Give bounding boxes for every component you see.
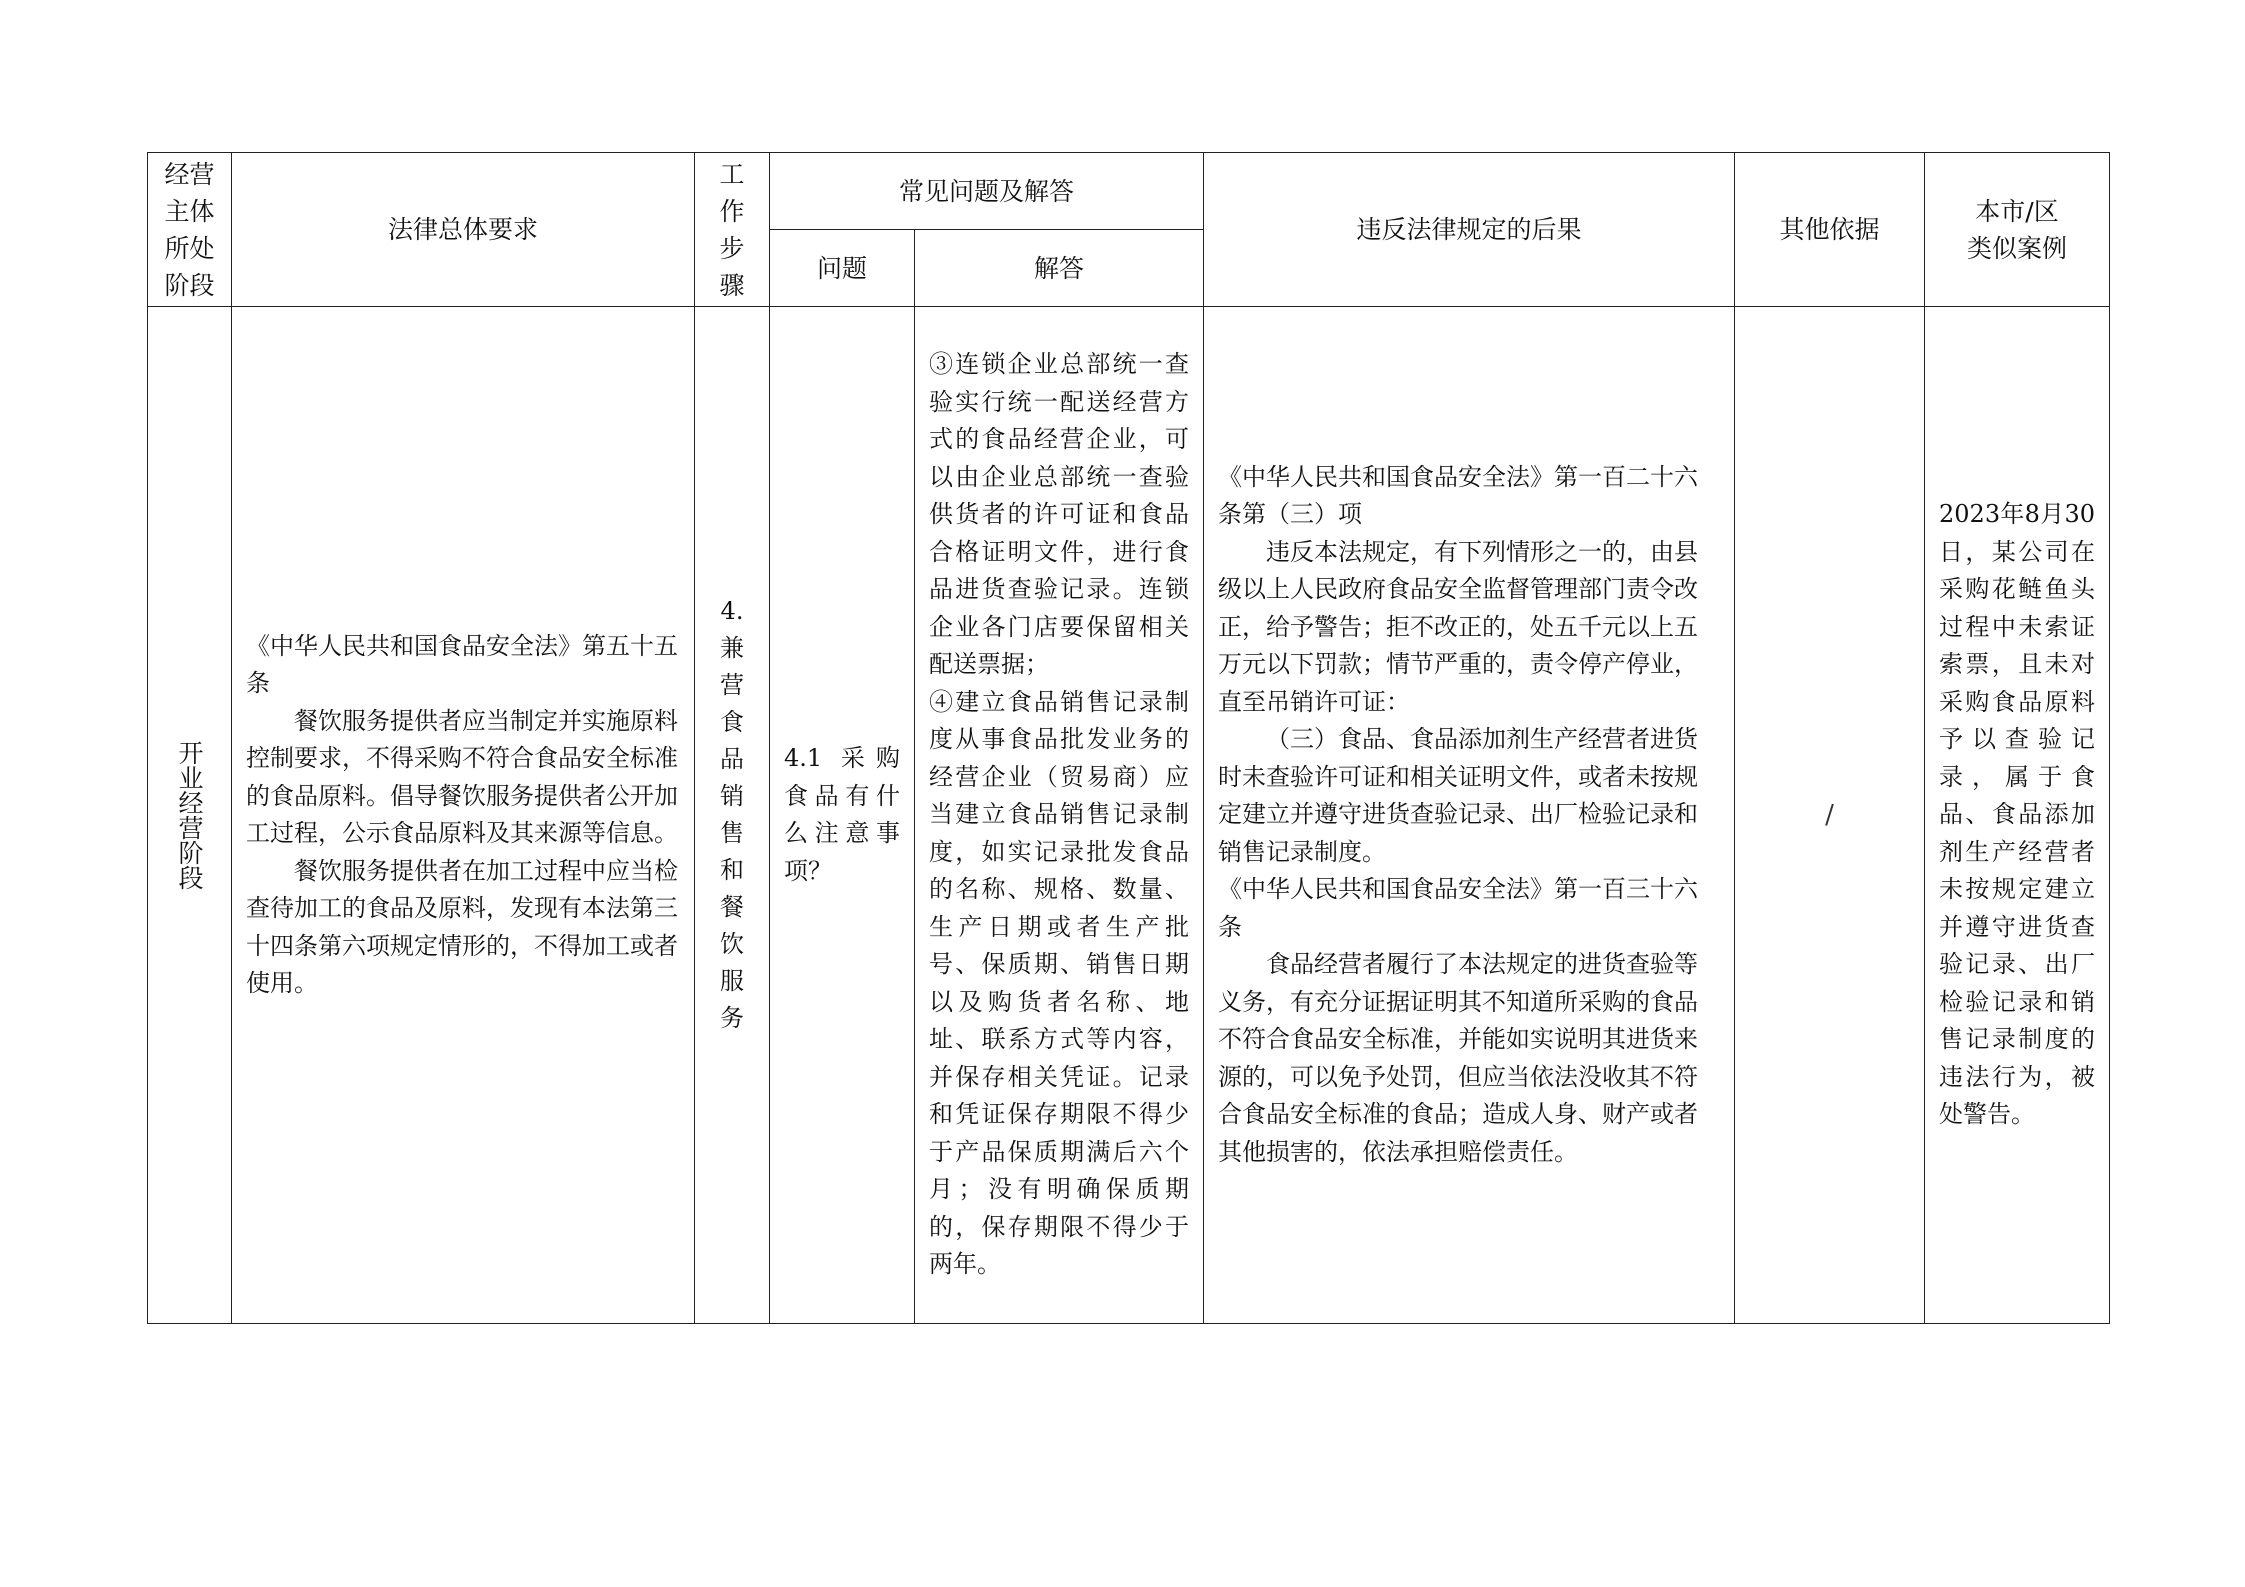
header-answer — [915, 230, 1204, 307]
header-answer-text: 解答 — [1034, 253, 1085, 283]
consequence-citation-1: 《中华人民共和国食品安全法》第一百二十六条第（三）项 — [1218, 462, 1699, 529]
header-stage-text: 经营 主体 所处 阶段 — [164, 159, 215, 300]
header-work-step-text: 工 作 步 骤 — [719, 159, 745, 300]
cell-work-step — [695, 307, 770, 1324]
header-row-top — [148, 153, 2110, 230]
header-question-text: 问题 — [816, 253, 867, 283]
header-legal-requirement — [232, 153, 695, 307]
consequence-paragraph-1: 违反本法规定，有下列情形之一的，由县级以上人民政府食品安全监督管理部门责令改正，给予警告；拒不改正的，处五千元以上五万元以下罚款；情节严重的，责令停产停业，直至吊销许可证： — [1218, 537, 1699, 716]
header-other-basis-text: 其他依据 — [1779, 215, 1880, 244]
header-faq-text: 常见问题及解答 — [899, 176, 1075, 206]
stage-text: 开业经营阶段 — [175, 740, 204, 890]
cell-consequence — [1204, 307, 1735, 1324]
cell-cases — [1925, 307, 2110, 1324]
answer-paragraph-1: ③连锁企业总部统一查验实行统一配送经营方式的食品经营企业，可以由企业总部统一查验供货者的许可证和食品合格证明文件，进行食品进货查验记录。连锁企业各门店要保留相关配送票据； — [929, 350, 1190, 679]
consequence-paragraph-3: 食品经营者履行了本法规定的进货查验等义务，有充分证据证明其不知道所采购的食品不符合食品安全标准，并能如实说明其进货来源的，可以免予处罚，但应当依法没收其不符合食品安全标准的食品；造成人身、财产或者其他损害的，依法承担赔偿责任。 — [1218, 950, 1699, 1166]
work-step-text: 4.兼营食品销售和餐饮服务 — [720, 597, 744, 1032]
cell-stage — [148, 307, 232, 1324]
header-work-step — [695, 153, 770, 307]
consequence-citation-2: 《中华人民共和国食品安全法》第一百三十六条 — [1218, 875, 1699, 941]
header-faq — [770, 153, 1204, 230]
cell-legal-requirement — [232, 307, 695, 1324]
header-legal-requirement-text: 法律总体要求 — [387, 215, 538, 244]
header-question — [770, 230, 915, 307]
legal-req-paragraph-1: 餐饮服务提供者应当制定并实施原料控制要求，不得采购不符合食品安全标准的食品原料。倡导餐饮服务提供者公开加工过程，公示食品原料及其来源等信息。 — [246, 706, 678, 847]
cell-other-basis — [1735, 307, 1925, 1324]
table-row — [148, 307, 2110, 1324]
header-cases — [1925, 153, 2110, 307]
legal-req-citation: 《中华人民共和国食品安全法》第五十五条 — [246, 631, 678, 697]
question-text: 4.1 采购食品有什么注意事项？ — [784, 744, 900, 885]
case-text: 2023年8月30日，某公司在采购花鲢鱼头过程中未索证索票，且未对采购食品原料予以查验记录，属于食品、食品添加剂生产经营者未按规定建立并遵守进货查验记录、出厂检验记录和销售记录制度的违法行为，被处警告。 — [1939, 500, 2096, 1129]
header-consequence — [1204, 153, 1735, 307]
header-other-basis — [1735, 153, 1925, 307]
cell-question — [770, 307, 915, 1324]
legal-req-paragraph-2: 餐饮服务提供者在加工过程中应当检查待加工的食品及原料，发现有本法第三十四条第六项规定情形的，不得加工或者使用。 — [246, 856, 678, 997]
other-basis-text: / — [1825, 800, 1834, 830]
cell-answer — [915, 307, 1204, 1324]
consequence-paragraph-2: （三）食品、食品添加剂生产经营者进货时未查验许可证和相关证明文件，或者未按规定建立并遵守进货查验记录、出厂检验记录和销售记录制度。 — [1218, 725, 1699, 866]
regulation-table — [147, 152, 2110, 1324]
header-consequence-text: 违反法律规定的后果 — [1356, 215, 1582, 244]
header-cases-text: 本市/区 类似案例 — [1967, 196, 2068, 263]
header-stage — [148, 153, 232, 307]
answer-paragraph-2: ④建立食品销售记录制度从事食品批发业务的经营企业（贸易商）应当建立食品销售记录制度，如实记录批发食品的名称、规格、数量、生产日期或者生产批号、保质期、销售日期以及购货者名称、地址、联系方式等内容，并保存相关凭证。记录和凭证保存期限不得少于产品保质期满后六个月；没有明确保质期的，保存期限不得少于两年。 — [929, 687, 1190, 1279]
